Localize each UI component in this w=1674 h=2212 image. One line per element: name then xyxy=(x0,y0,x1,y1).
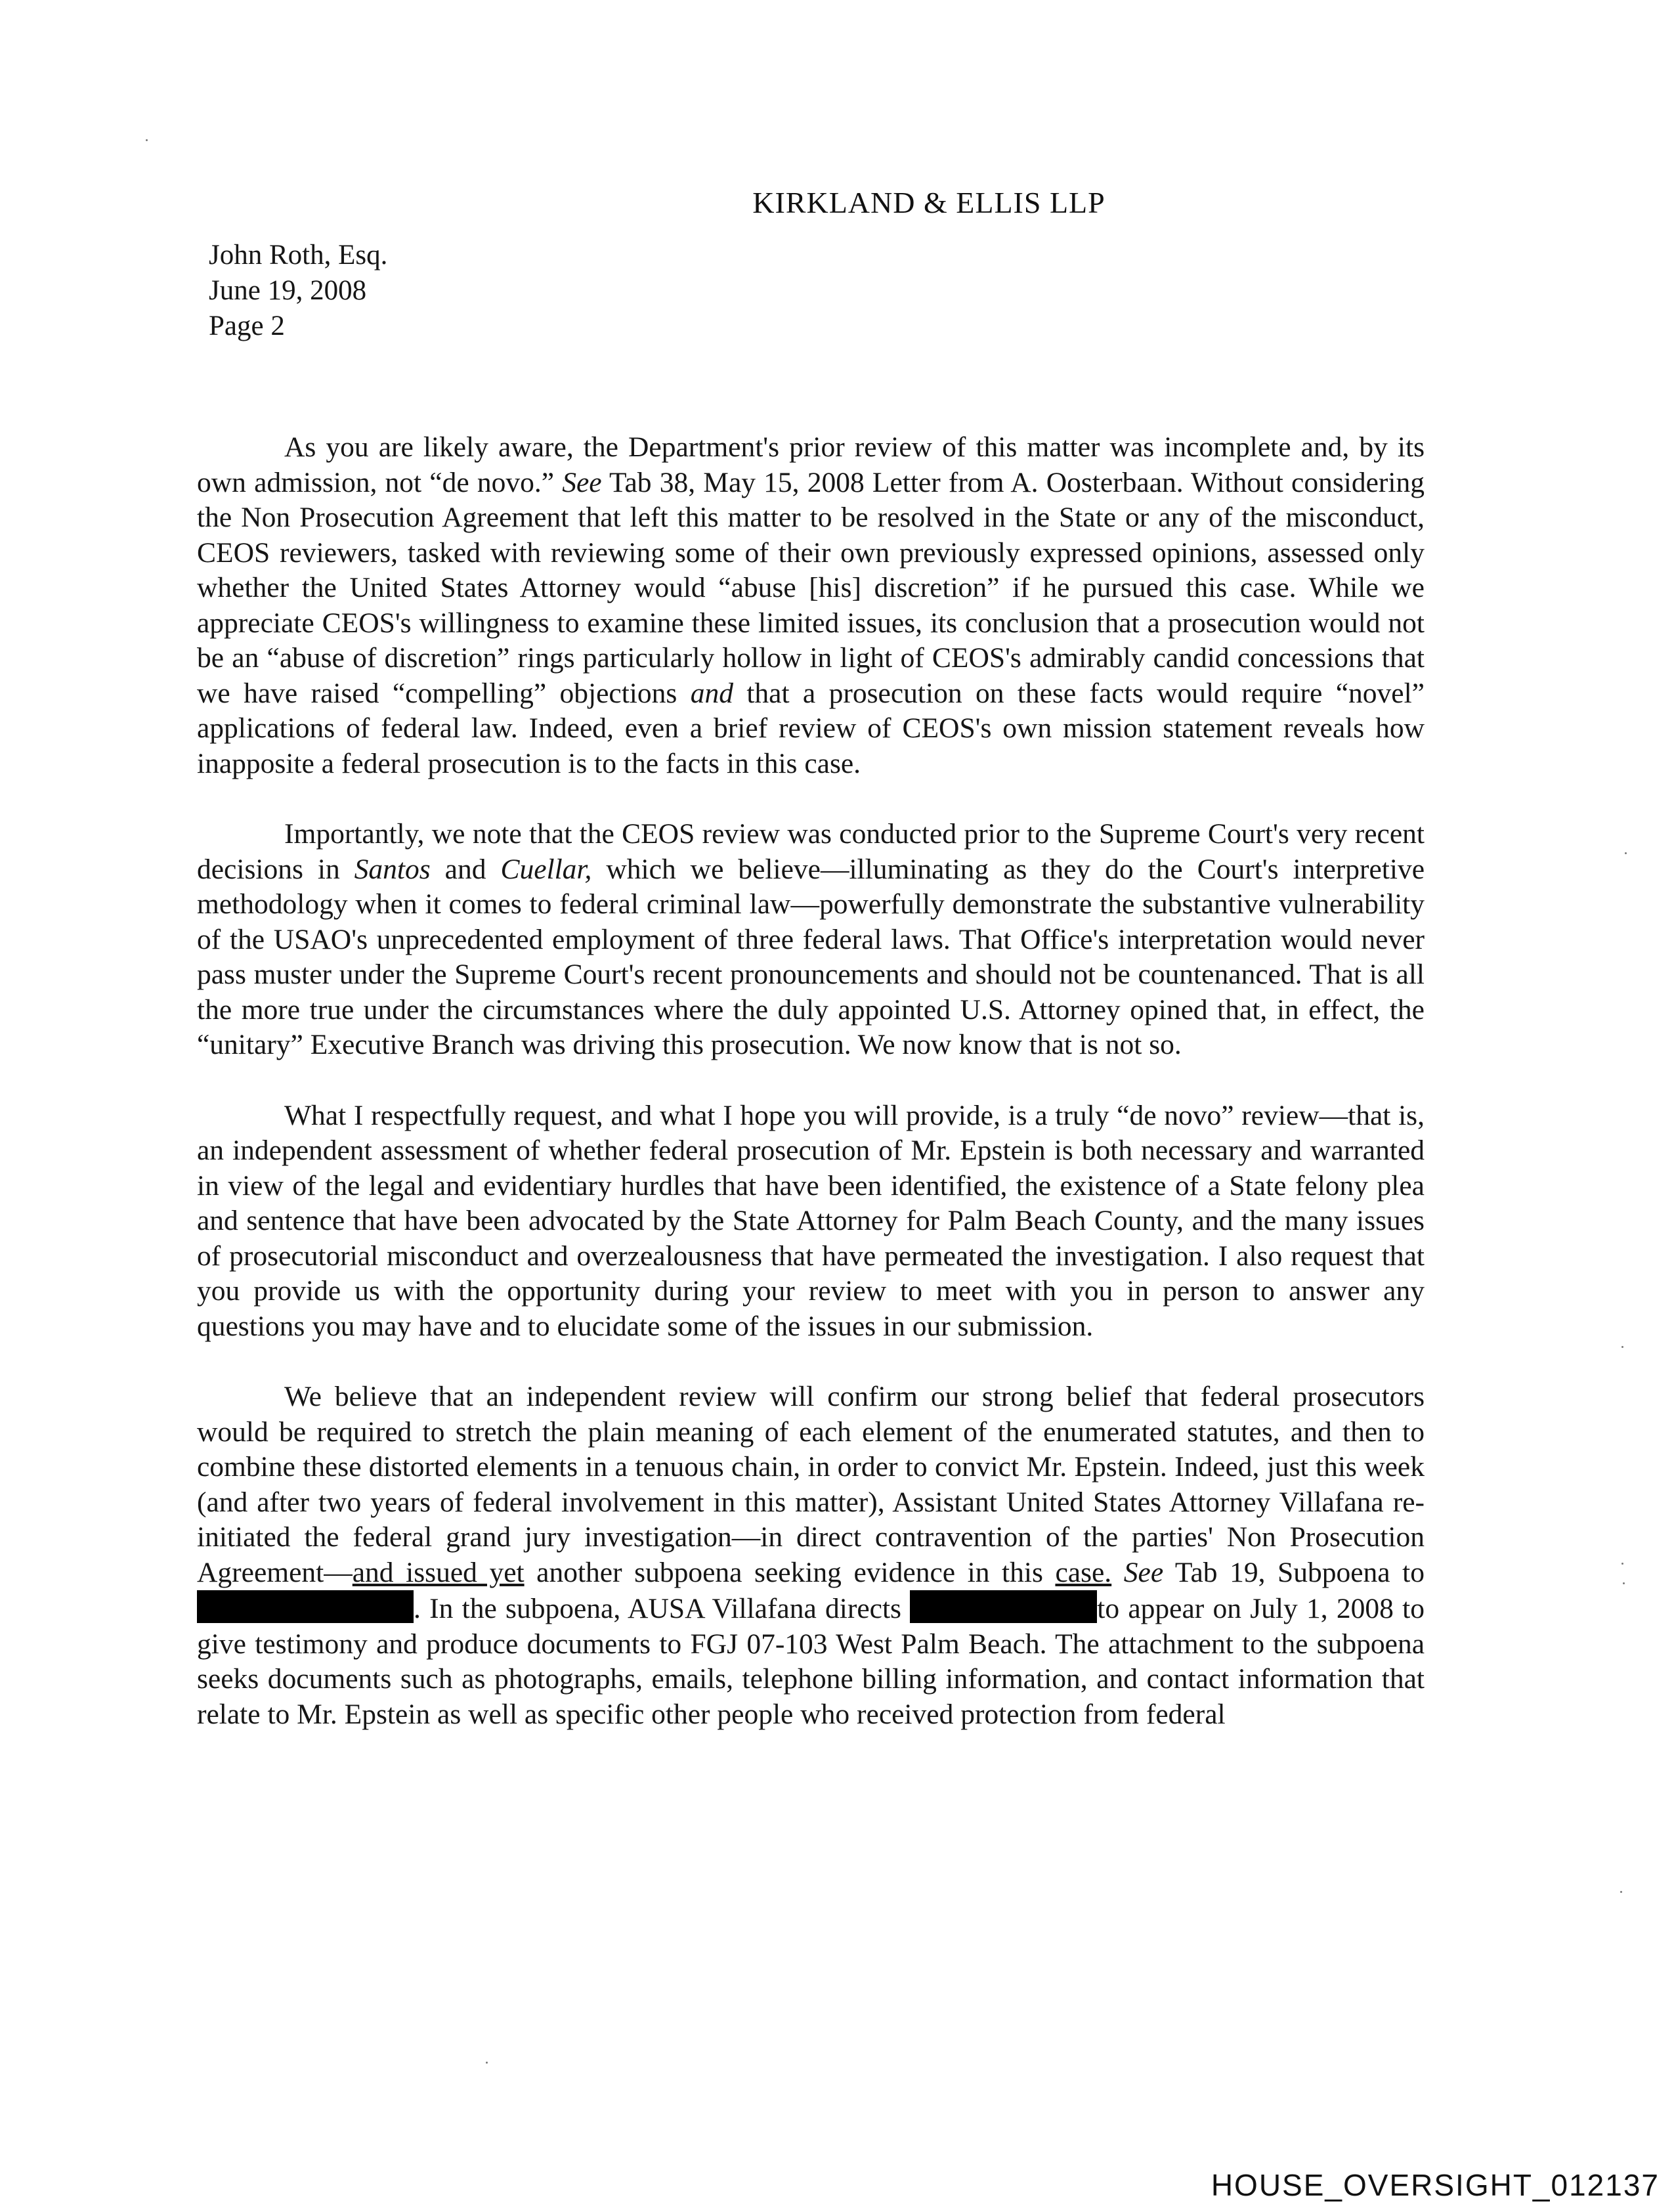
scan-speck xyxy=(1623,1582,1625,1584)
bates-number: HOUSE_OVERSIGHT_012137 xyxy=(1211,2168,1660,2202)
scan-speck xyxy=(486,2062,488,2064)
firm-name: KIRKLAND & ELLIS LLP xyxy=(752,186,1105,219)
redaction-bar xyxy=(910,1590,1097,1623)
scan-speck xyxy=(146,139,148,141)
scan-speck xyxy=(1625,852,1627,854)
letter-date: June 19, 2008 xyxy=(209,275,367,306)
addressee-block xyxy=(209,238,387,344)
page-number: Page 2 xyxy=(209,311,285,341)
paragraph-4: We believe that an independent review will confirm our strong belief that federal prosecutors would be required to stretch the plain meaning of each element of the enumerated statutes, and then to combine these distorted elements in a tenuous chain, in order to convict Mr. Epstein. Indeed, just this week (and after two years of federal involvement in this matter), Assistant United States Attorney Villafana re-initiated the federal grand jury investigation—in direct contravention of the parties' Non Prosecution Agreement—and issued yet another subpoena seeking evidence in this case. See Tab 19, Subpoena to . In the subpoena, AUSA Villafana directs to appear on July 1, 2008 to give testimony and produce documents to FGJ 07-103 West Palm Beach. The attachment to the subpoena seeks documents such as photographs, emails, telephone billing information, and contact information that relate to Mr. Epstein as well as specific other people who received protection from federal xyxy=(197,1381,1425,1730)
scan-speck xyxy=(1621,1563,1623,1565)
scan-speck xyxy=(1621,1346,1623,1348)
letter-body xyxy=(197,430,1425,1767)
addressee-name: John Roth, Esq. xyxy=(209,240,388,271)
paragraph-1: As you are likely aware, the Department's prior review of this matter was incomplete and, by its own admission, not “de novo.” See Tab 38, May 15, 2008 Letter from A. Oosterbaan. Without considering the Non Prosecution Agreement that left this matter to be resolved in the State or any of the misconduct, CEOS reviewers, tasked with reviewing some of their own previously expressed opinions, assessed only whether the United States Attorney would “abuse [his] discretion” if he pursued this case. While we appreciate CEOS's willingness to examine these limited issues, its conclusion that a prosecution would not be an “abuse of discretion” rings particularly hollow in light of CEOS's admirably candid concessions that we have raised “compelling” objections and that a prosecution on these facts would require “novel” applications of federal law. Indeed, even a brief review of CEOS's own mission statement reveals how inapposite a federal prosecution is to the facts in this case. xyxy=(197,431,1425,779)
paragraph-3: What I respectfully request, and what I hope you will provide, is a truly “de novo” review—that is, an independent assessment of whether federal prosecution of Mr. Epstein is both necessary and warranted in view of the legal and evidentiary hurdles that have been identified, the existence of a State felony plea and sentence that have been advocated by the State Attorney for Palm Beach County, and the many issues of prosecutorial misconduct and overzealousness that have permeated the investigation. I also request that you provide us with the opportunity during your review to meet with you in person to answer any questions you may have and to elucidate some of the issues in our submission. xyxy=(197,1099,1425,1342)
scan-speck xyxy=(1620,1891,1622,1893)
paragraph-2: Importantly, we note that the CEOS review was conducted prior to the Supreme Court's very recent decisions in Santos and Cuellar, which we believe—illuminating as they do the Court's interpretive methodology when it comes to federal criminal law—powerfully demonstrate the substantive vulnerability of the USAO's unprecedented employment of three federal laws. That Office's interpretation would never pass muster under the Supreme Court's recent pronouncements and should not be countenanced. That is all the more true under the circumstances where the duly appointed U.S. Attorney opined that, in effect, the “unitary” Executive Branch was driving this prosecution. We now know that is not so. xyxy=(197,818,1425,1060)
redaction-bar xyxy=(197,1590,414,1623)
letterhead xyxy=(0,185,1674,220)
